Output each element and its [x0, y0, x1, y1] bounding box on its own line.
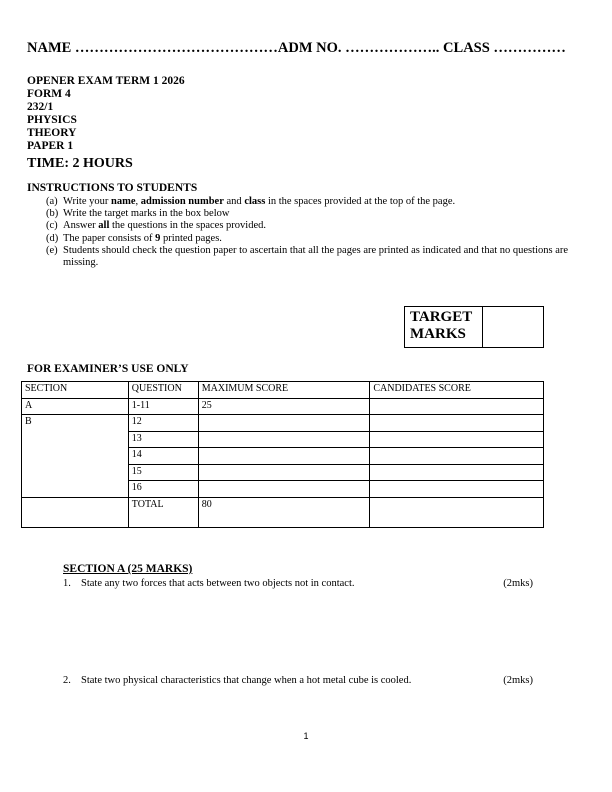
max-score-cell	[198, 464, 370, 481]
candidate-score-cell[interactable]	[370, 415, 544, 432]
question-cell: 13	[128, 431, 198, 448]
candidate-score-cell[interactable]	[370, 464, 544, 481]
candidate-score-cell[interactable]	[370, 481, 544, 498]
section-cell: A	[22, 398, 129, 415]
question-marks: (2mks)	[503, 675, 533, 686]
candidate-score-cell[interactable]	[370, 398, 544, 415]
section-a-title: SECTION A (25 MARKS)	[63, 563, 193, 575]
instruction-label: (a)	[46, 196, 58, 207]
time-label: TIME: 2 HOURS	[27, 156, 133, 171]
max-score-cell	[198, 448, 370, 465]
header-cell: QUESTION	[128, 382, 198, 399]
total-row	[22, 497, 544, 527]
table-header-row	[22, 382, 544, 399]
examiner-score-table	[21, 381, 544, 528]
question-2	[63, 675, 533, 686]
page-number: 1	[303, 731, 309, 741]
name-adm-class-line: NAME ……………………………………ADM NO. ……………….. CLASS ……………	[27, 40, 566, 56]
max-score-cell	[198, 481, 370, 498]
instruction-item	[46, 196, 586, 208]
question-text: State two physical characteristics that change when a hot metal cube is cooled.	[81, 675, 412, 686]
instruction-label: (e)	[46, 244, 58, 256]
instruction-item	[46, 208, 586, 220]
target-marks-input[interactable]	[483, 307, 543, 347]
table-row	[22, 398, 544, 415]
candidate-score-cell[interactable]	[370, 448, 544, 465]
instruction-text: Write the target marks in the box below	[63, 208, 230, 220]
instruction-text: Answer all the questions in the spaces provided.	[63, 220, 266, 232]
examiner-title: FOR EXAMINER’S USE ONLY	[27, 363, 189, 375]
max-score-cell: 25	[198, 398, 370, 415]
target-marks-label: TARGET MARKS	[405, 307, 483, 347]
instruction-label: (c)	[46, 220, 58, 232]
question-cell: 16	[128, 481, 198, 498]
question-text: State any two forces that acts between two objects not in contact.	[81, 578, 355, 589]
paper-code: 232/1	[27, 101, 54, 113]
max-score-cell	[198, 431, 370, 448]
table-row	[22, 415, 544, 432]
header-cell: CANDIDATES SCORE	[370, 382, 544, 399]
max-score-cell	[198, 415, 370, 432]
question-cell: 12	[128, 415, 198, 432]
instruction-text: The paper consists of 9 printed pages.	[63, 232, 222, 244]
question-cell: 1-11	[128, 398, 198, 415]
question-cell: 15	[128, 464, 198, 481]
total-max-score: 80	[198, 497, 370, 527]
subject-label: PHYSICS	[27, 114, 77, 126]
instruction-label: (d)	[46, 232, 59, 244]
question-marks: (2mks)	[503, 578, 533, 589]
instructions-list	[46, 196, 586, 269]
question-number: 2.	[63, 675, 71, 686]
instruction-text: Write your name, admission number and class in the spaces provided at the top of the page.	[63, 196, 456, 207]
theory-label: THEORY	[27, 127, 77, 139]
instruction-item	[46, 220, 586, 232]
question-1	[63, 578, 533, 589]
instruction-text: Students should check the question paper to ascertain that all the pages are printed as indicated and that no questions are missing.	[63, 244, 569, 269]
instruction-label: (b)	[46, 208, 59, 220]
form-label: FORM 4	[27, 88, 71, 100]
total-candidate-score[interactable]	[370, 497, 544, 527]
header-cell: MAXIMUM SCORE	[198, 382, 370, 399]
question-cell: 14	[128, 448, 198, 465]
instruction-item	[46, 233, 586, 245]
candidate-score-cell[interactable]	[370, 431, 544, 448]
instruction-item	[46, 245, 586, 269]
paper-number: PAPER 1	[27, 140, 74, 152]
section-cell: B	[22, 415, 129, 498]
question-number: 1.	[63, 578, 71, 589]
target-marks-box	[404, 306, 544, 348]
instructions-title: INSTRUCTIONS TO STUDENTS	[27, 182, 198, 194]
section-cell	[22, 497, 129, 527]
header-cell: SECTION	[22, 382, 129, 399]
exam-title: OPENER EXAM TERM 1 2026	[27, 75, 185, 87]
total-label: TOTAL	[128, 497, 198, 527]
